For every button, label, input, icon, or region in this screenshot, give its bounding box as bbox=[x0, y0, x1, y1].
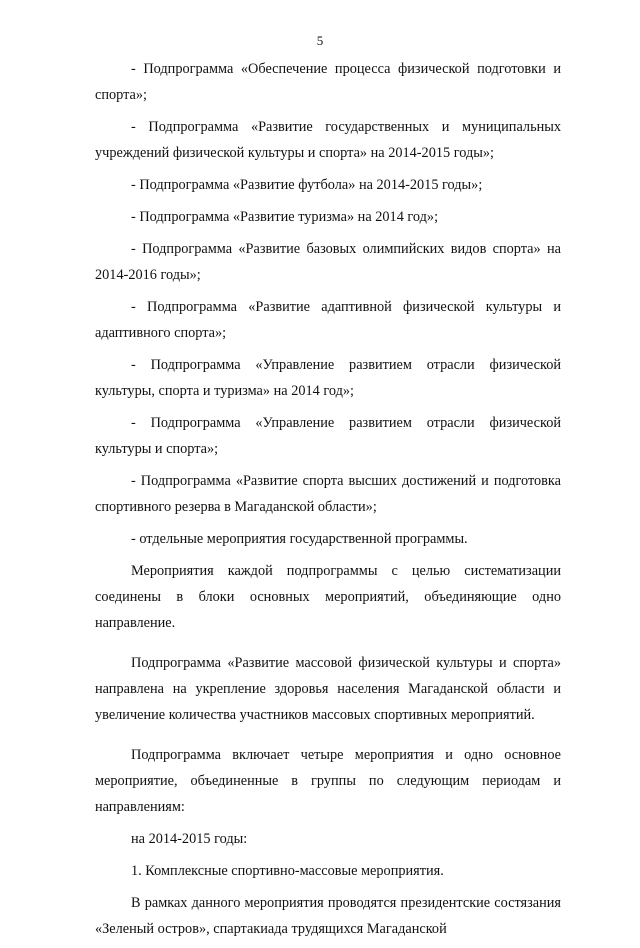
paragraph: - Подпрограмма «Развитие спорта высших достижений и подготовка спортивного резерва в Магаданской области»; bbox=[95, 473, 561, 515]
paragraph: Подпрограмма включает четыре мероприятия и одно основное мероприятие, объединенные в группы по следующим периодам и направлениям: bbox=[95, 747, 561, 815]
paragraph: на 2014-2015 годы: bbox=[131, 831, 248, 847]
paragraph: - Подпрограмма «Обеспечение процесса физической подготовки и спорта»; bbox=[95, 61, 561, 103]
paragraph: - Подпрограмма «Развитие футбола» на 2014-2015 годы»; bbox=[131, 177, 483, 193]
paragraph: 1. Комплексные спортивно-массовые мероприятия. bbox=[131, 863, 444, 879]
paragraph: - Подпрограмма «Развитие адаптивной физической культуры и адаптивного спорта»; bbox=[95, 299, 561, 341]
paragraph: В рамках данного мероприятия проводятся президентские состязания «Зеленый остров», спартакиада трудящихся Магаданской bbox=[95, 895, 561, 937]
paragraph: - Подпрограмма «Управление развитием отрасли физической культуры, спорта и туризма» на 2014 год»; bbox=[95, 357, 561, 399]
paragraph: - Подпрограмма «Управление развитием отрасли физической культуры и спорта»; bbox=[95, 415, 561, 457]
paragraph: - отдельные мероприятия государственной программы. bbox=[131, 531, 468, 547]
paragraph: Подпрограмма «Развитие массовой физической культуры и спорта» направлена на укрепление здоровья населения Магаданской области и увеличение количества участников массовых спортивных мероприятий. bbox=[95, 655, 561, 723]
paragraph: - Подпрограмма «Развитие базовых олимпийских видов спорта» на 2014-2016 годы»; bbox=[95, 241, 561, 283]
document-body bbox=[95, 56, 561, 948]
paragraph: Мероприятия каждой подпрограммы с целью систематизации соединены в блоки основных мероприятий, объединяющие одно направление. bbox=[95, 563, 561, 631]
paragraph: - Подпрограмма «Развитие туризма» на 2014 год»; bbox=[131, 209, 439, 225]
paragraph: - Подпрограмма «Развитие государственных и муниципальных учреждений физической культуры и спорта» на 2014-2015 годы»; bbox=[95, 119, 561, 161]
page-number: 5 bbox=[316, 33, 324, 48]
